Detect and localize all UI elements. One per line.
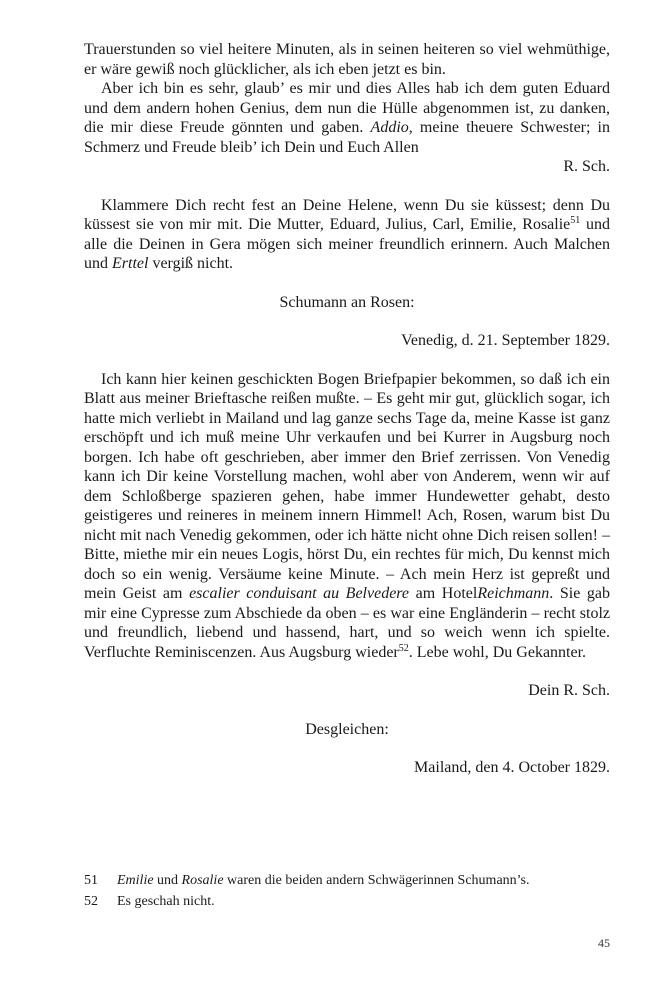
footnote-number: 51 xyxy=(84,873,98,888)
letter-date-mailand: Mailand, den 4. October 1829. xyxy=(414,759,610,776)
signature-dein-r-sch: Dein R. Sch. xyxy=(528,682,610,699)
footnote-ref-52[interactable]: 52 xyxy=(398,642,409,654)
footnote-ref-51[interactable]: 51 xyxy=(570,215,581,226)
paragraph-helene: Klammere Dich recht fest an Deine Helene, wenn Du sie küssest; denn Du küssest sie von mir mit. Die Mutter, Eduard, Julius, Carl, Emilie, Rosalie$^{51}$ und alle die Deinen in Gera mögen sich meiner freundlich erinnern. Auch Malchen und Erttel vergiß nicht. xyxy=(84,196,611,272)
main-text xyxy=(84,40,610,778)
footnote-text: Es geschah nicht. xyxy=(117,894,215,909)
footnote-51 xyxy=(84,872,610,889)
paragraph-eduard: Aber ich bin es sehr, glaub’ es mir und dies Alles hab ich dem guten Eduard und dem andern hohen Genius, dem nun die Hülle abgenommen ist, zu danken, die mir diese Freude gönnten und gaben. Addio, meine theuere Schwester; in Schmerz und Freude bleib’ ich Dein und Euch Allen xyxy=(84,80,610,156)
paragraph-venedig-letter: Ich kann hier keinen geschickten Bogen Briefpapier bekommen, so daß ich ein Blatt aus meiner Brieftasche reißen mußte. – Es geht mir gut, glücklich sogar, ich hatte mich verliebt in Mailand und lag ganze sechs Tage da, meine Kasse ist ganz erschöpft und ich muß meine Uhr verkaufen und bei Kurrer in Augsburg noch borgen. Ich habe oft geschrieben, aber immer den Brief zerrissen. Von Venedig kann ich Dir keine Vorstellung machen, wohl aber von Anderem, wenn wir auf dem Schloßberge spazieren gehen, habe immer Hundewetter gehabt, desto geistigeres und reineres in meinem innern Himmel! Ach, Rosen, warum bist Du nicht mit nach Venedig gekommen, oder ich hätte nicht ohne Dich reisen sollen! – Bitte, miethe mir ein neues Logis, hörst Du, ein rechtes für mich, Du kennst mich doch so ein wenig. Versäume keine Minute. – Ach mein Herz ist gepreßt und mein Geist am escalier conduisant au Belvedere am HotelReichmann. Sie gab mir eine Cypresse zum Abschiede da oben – es war eine Engländerin – recht stolz und freundlich, liebend und hassend, hart, und so weich wenn ich spielte. Verfluchte Reminiscenzen. Aus Augsburg wieder$^{52}$. Lebe wohl, Du Gekannter. xyxy=(84,370,611,661)
page-number: 45 xyxy=(598,936,610,950)
signature-r-sch: R. Sch. xyxy=(563,158,610,175)
italic-escalier: escalier conduisant au Belvedere xyxy=(189,585,410,602)
footnote-52 xyxy=(84,893,610,910)
footnotes xyxy=(84,872,610,914)
paragraph-continuation: Trauerstunden so viel heitere Minuten, als in seinen heiteren so viel wehmüthige, er wäre gewiß noch glücklicher, als ich eben jetzt es bin. xyxy=(84,41,610,78)
letter-heading-desgleichen: Desgleichen: xyxy=(305,720,389,738)
italic-addio: Addio xyxy=(370,119,409,136)
letter-date-venedig: Venedig, d. 21. September 1829. xyxy=(401,332,610,349)
italic-reichmann: Reichmann xyxy=(477,585,550,602)
footnote-number: 52 xyxy=(84,894,98,909)
italic-erttel: Erttel xyxy=(112,255,149,272)
footnote-text: Emilie und Rosalie waren die beiden andern Schwägerinnen Schumann’s. xyxy=(117,873,530,888)
letter-heading-rosen: Schumann an Rosen: xyxy=(279,293,415,311)
